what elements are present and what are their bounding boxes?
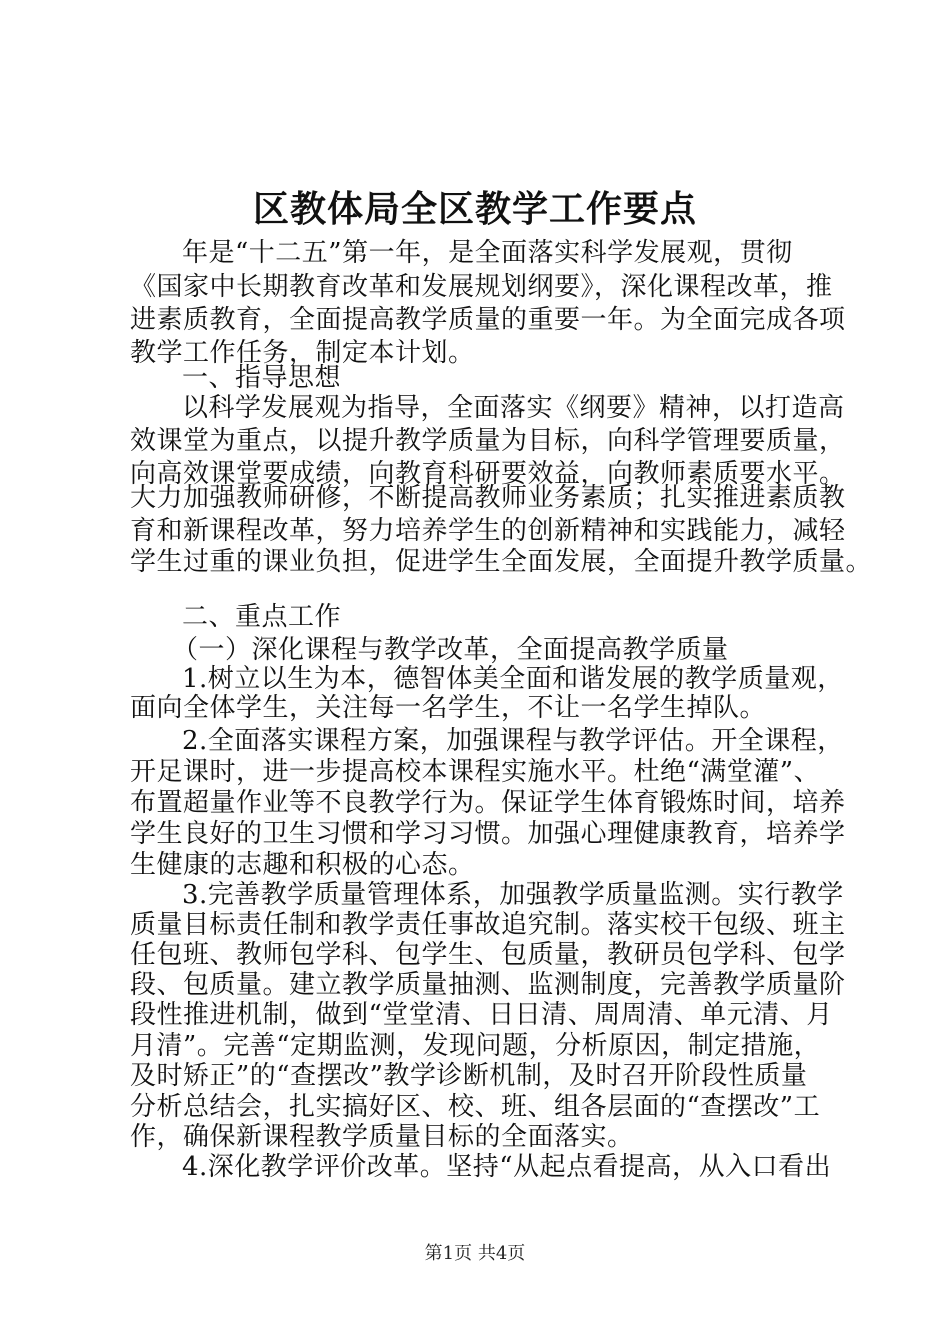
paragraph-line: 2.全面落实课程方案，加强课程与教学评估。开全课程， (182, 726, 844, 756)
paragraph-line: 段、包质量。建立教学质量抽测、监测制度，完善教学质量阶 (130, 970, 846, 1000)
section-heading: 一、指导思想 (182, 363, 342, 393)
paragraph-line: 段性推进机制，做到“堂堂清、日日清、周周清、单元清、月 (130, 1000, 833, 1030)
section-heading: 二、重点工作 (182, 602, 342, 632)
paragraph-line: 任包班、教师包学科、包学生、包质量，教研员包学科、包学 (130, 940, 846, 970)
paragraph-line: 及时矫正”的“查摆改”教学诊断机制，及时召开阶段性质量 (130, 1061, 808, 1091)
paragraph-line: 以科学发展观为指导，全面落实《纲要》精神，以打造高 (182, 393, 845, 423)
paragraph-line: 月清”。完善“定期监测，发现问题，分析原因，制定措施， (130, 1031, 821, 1061)
paragraph-line: 布置超量作业等不良教学行为。保证学生体育锻炼时间，培养 (130, 788, 846, 818)
subsection-heading: （一）深化课程与教学改革，全面提高教学质量 (172, 635, 729, 665)
paragraph-line: 学生良好的卫生习惯和学习习惯。加强心理健康教育，培养学 (130, 819, 846, 849)
paragraph-line: 1.树立以生为本，德智体美全面和谐发展的教学质量观， (182, 664, 844, 694)
paragraph-line: 开足课时，进一步提高校本课程实施水平。杜绝“满堂灌”、 (130, 757, 821, 787)
paragraph-line: 生健康的志趣和积极的心态。 (130, 850, 475, 880)
paragraph-line: 育和新课程改革，努力培养学生的创新精神和实践能力，减轻 (130, 516, 846, 546)
page-number-footer: 第1页 共4页 (424, 1243, 526, 1264)
paragraph-line: 效课堂为重点，以提升教学质量为目标，向科学管理要质量， (130, 426, 846, 456)
paragraph-line: 分析总结会，扎实搞好区、校、班、组各层面的“查摆改”工 (130, 1092, 821, 1122)
paragraph-line: 4.深化教学评价改革。坚持“从起点看提高，从入口看出 (182, 1152, 832, 1182)
paragraph-line: 进素质教育，全面提高教学质量的重要一年。为全面完成各项 (130, 305, 846, 335)
paragraph-line: 质量目标责任制和教学责任事故追究制。落实校干包级、班主 (130, 910, 846, 940)
paragraph-line: 学生过重的课业负担，促进学生全面发展，全面提升教学质量。 (130, 547, 873, 577)
paragraph-line: 向高效课堂要成绩，向教育科研要效益，向教师素质要水平。 (130, 459, 846, 489)
paragraph-line: 作，确保新课程教学质量目标的全面落实。 (130, 1122, 634, 1152)
paragraph-line: 大力加强教师研修，不断提高教师业务素质；扎实推进素质教 (130, 483, 846, 513)
paragraph-line: 《国家中长期教育改革和发展规划纲要》，深化课程改革，推 (130, 272, 833, 302)
document-title: 区教体局全区教学工作要点 (252, 188, 697, 230)
paragraph-line: 3.完善教学质量管理体系，加强教学质量监测。实行教学 (182, 880, 844, 910)
paragraph-line: 教学工作任务，制定本计划。 (130, 338, 475, 368)
paragraph-line: 年是“十二五”第一年，是全面落实科学发展观，贯彻 (182, 238, 793, 268)
paragraph-line: 面向全体学生，关注每一名学生，不让一名学生掉队。 (130, 693, 767, 723)
